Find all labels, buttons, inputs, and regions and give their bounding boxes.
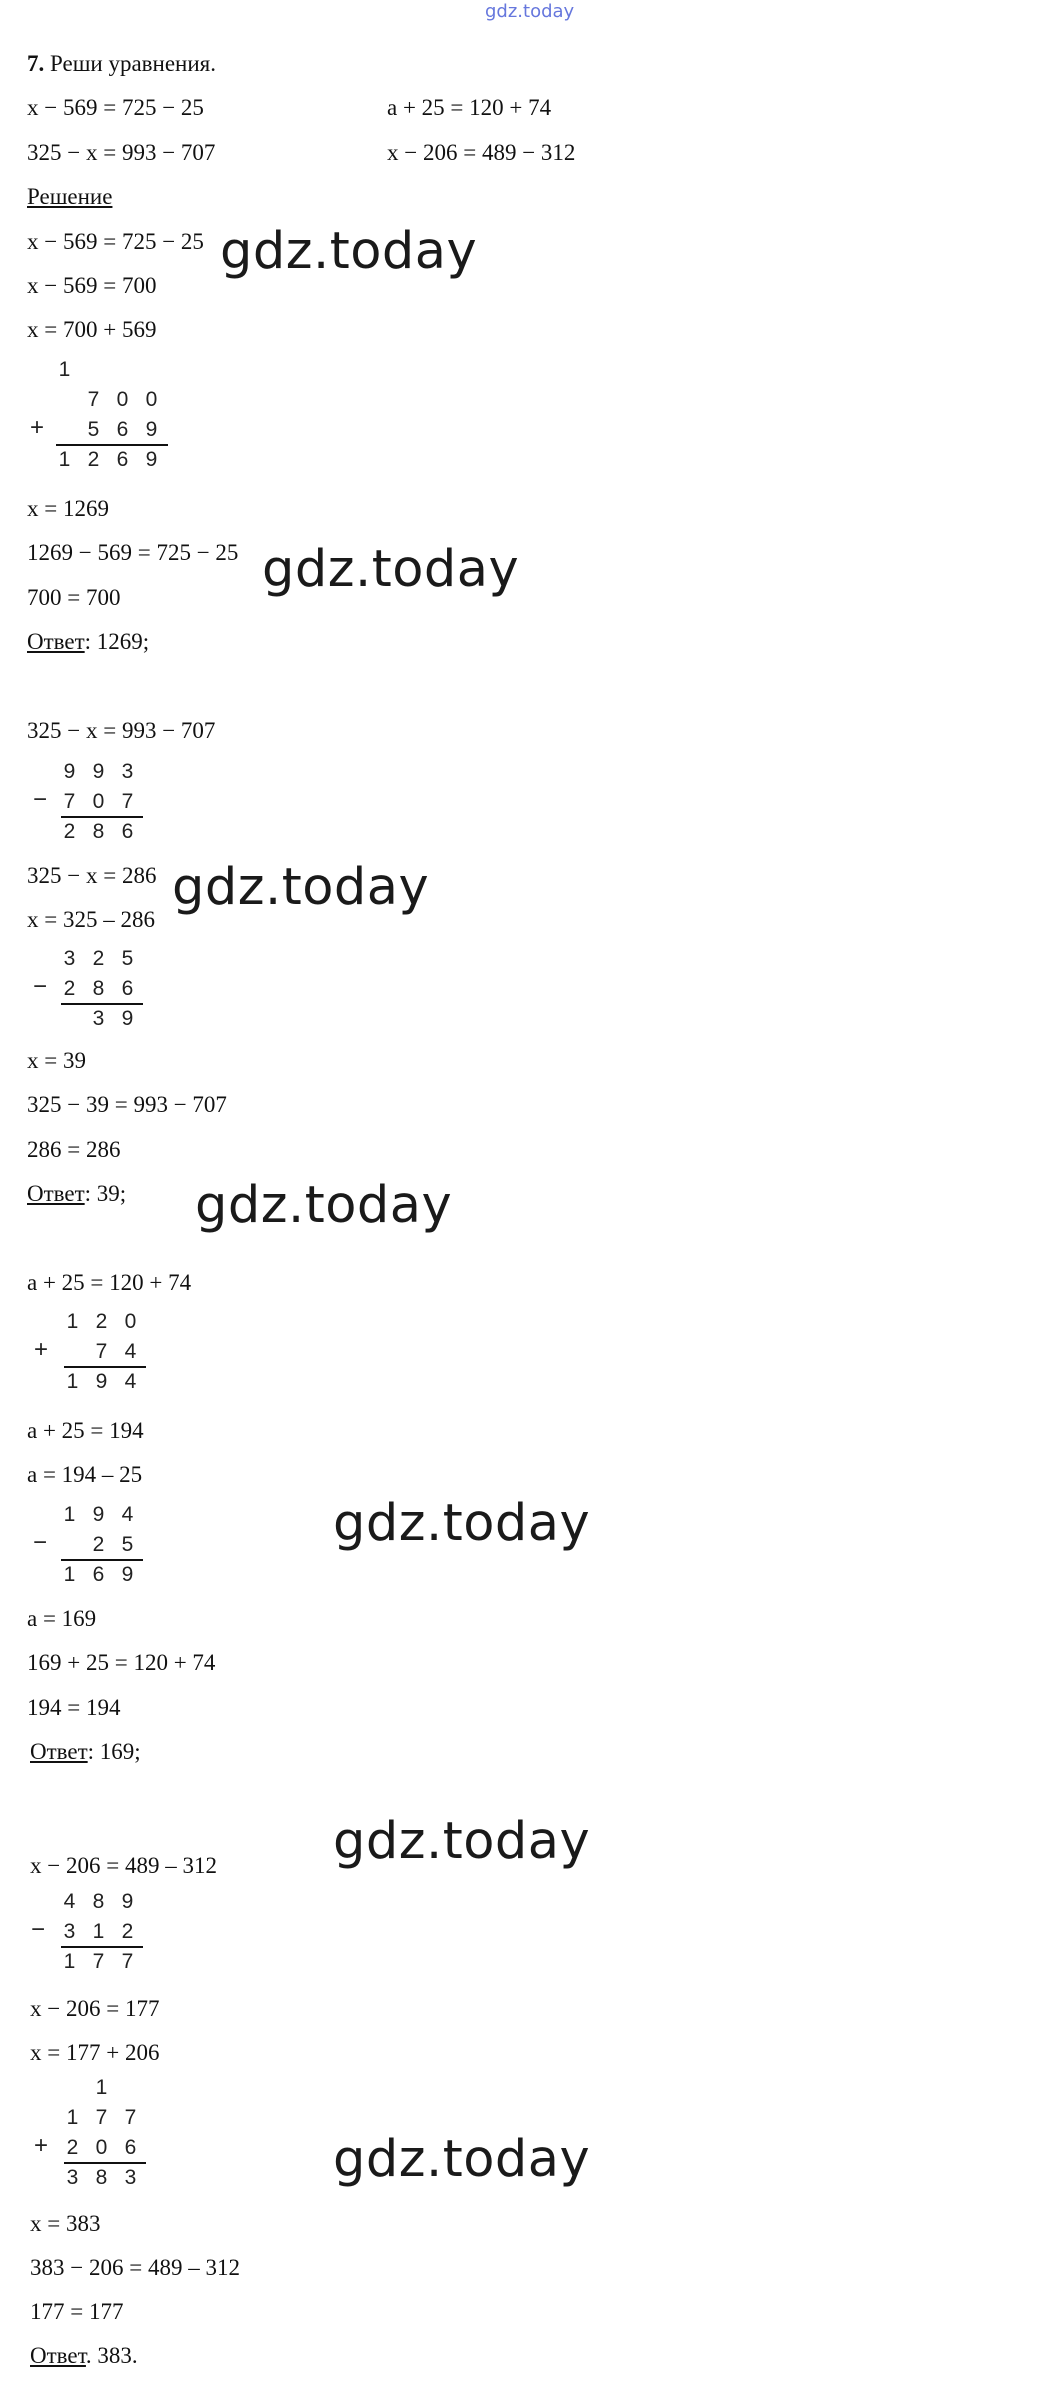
digit: 0	[92, 790, 105, 813]
digit: 2	[95, 1310, 108, 1333]
b4-line-2: x = 177 + 206	[30, 2040, 160, 2065]
b3-line-4: 169 + 25 = 120 + 74	[27, 1650, 216, 1675]
carry-digit: 1	[95, 2076, 108, 2099]
digit: 1	[66, 1370, 79, 1393]
b3-line-2: a = 194 – 25	[27, 1462, 143, 1487]
digit: 4	[124, 1370, 137, 1393]
digit: 6	[116, 418, 129, 441]
b1-line-6: 700 = 700	[27, 585, 121, 610]
digit: 3	[63, 947, 76, 970]
b1-line-3: x = 700 + 569	[27, 317, 157, 342]
digit: 2	[63, 977, 76, 1000]
b1-line-1: x − 569 = 725 − 25	[27, 229, 204, 254]
digit: 9	[121, 1890, 134, 1913]
digit: 6	[121, 977, 134, 1000]
digit: 9	[63, 760, 76, 783]
task-equation-1: x − 569 = 725 − 25	[27, 95, 204, 120]
watermark-2: gdz.today	[262, 540, 520, 599]
b1-answer	[27, 628, 149, 656]
b2-column-subtraction-2	[33, 944, 142, 1034]
plus-sign: +	[30, 414, 45, 441]
b4-line-4: 383 − 206 = 489 – 312	[30, 2255, 240, 2280]
b1-line-4: x = 1269	[27, 496, 109, 521]
watermark-6: gdz.today	[333, 1812, 591, 1871]
watermark-5: gdz.today	[333, 1494, 591, 1553]
digit	[55, 1530, 84, 1560]
task-equation-2: a + 25 = 120 + 74	[387, 95, 552, 120]
b4-line-5: 177 = 177	[30, 2299, 124, 2324]
digit: 7	[95, 2106, 108, 2129]
difference-line	[61, 1559, 143, 1561]
digit: 4	[121, 1503, 134, 1526]
digit: 0	[116, 388, 129, 411]
b3-line-0: a + 25 = 120 + 74	[27, 1270, 192, 1295]
sum-line	[64, 2162, 146, 2164]
b4-line-0: x − 206 = 489 – 312	[30, 1853, 217, 1878]
digit: 4	[124, 1340, 137, 1363]
b3-line-1: a + 25 = 194	[27, 1418, 144, 1443]
b4-line-1: x − 206 = 177	[30, 1996, 160, 2021]
answer-label: Ответ	[27, 629, 85, 654]
watermark-1: gdz.today	[220, 222, 478, 281]
difference-line	[61, 1003, 143, 1005]
plus-sign: +	[34, 2132, 49, 2159]
digit: 6	[92, 1563, 105, 1586]
task-number: 7.	[27, 51, 45, 76]
digit: 1	[92, 1920, 105, 1943]
digit: 3	[92, 1007, 105, 1030]
task-title: Реши уравнения.	[44, 51, 216, 76]
digit: 0	[95, 2136, 108, 2159]
digit: 3	[63, 1920, 76, 1943]
digit: 3	[66, 2166, 79, 2189]
digit: 8	[95, 2166, 108, 2189]
digit: 8	[92, 820, 105, 843]
digit: 1	[63, 1563, 76, 1586]
answer-label: Ответ	[30, 2343, 86, 2368]
digit: 7	[121, 790, 134, 813]
answer-value: : 39;	[84, 1181, 127, 1206]
digit: 2	[92, 1533, 105, 1556]
digit: 0	[124, 1310, 137, 1333]
solution-label: Решение	[27, 184, 113, 209]
b3-column-addition	[34, 1307, 145, 1397]
task-header	[27, 50, 216, 78]
task-equation-3: 325 − x = 993 − 707	[27, 140, 216, 165]
digit: 7	[124, 2106, 137, 2129]
digit	[50, 385, 79, 415]
b2-line-4: 325 − 39 = 993 − 707	[27, 1092, 227, 1117]
watermark-top: gdz.today	[485, 1, 575, 22]
b2-line-2: x = 325 – 286	[27, 907, 155, 932]
b4-line-3: x = 383	[30, 2211, 101, 2236]
b2-line-5: 286 = 286	[27, 1137, 121, 1162]
digit: 2	[63, 820, 76, 843]
watermark-7: gdz.today	[333, 2130, 591, 2189]
digit: 5	[121, 947, 134, 970]
b2-line-3: x = 39	[27, 1048, 86, 1073]
digit: 2	[87, 448, 100, 471]
digit: 7	[63, 790, 76, 813]
digit: 9	[121, 1563, 134, 1586]
b3-line-5: 194 = 194	[27, 1695, 121, 1720]
digit: 1	[63, 1950, 76, 1973]
sum-line	[56, 444, 168, 446]
answer-value: : 1269;	[84, 629, 150, 654]
b3-column-subtraction	[33, 1500, 142, 1590]
digit: 2	[92, 947, 105, 970]
digit: 7	[87, 388, 100, 411]
digit: 7	[95, 1340, 108, 1363]
b4-answer	[30, 2342, 138, 2370]
plus-sign: +	[34, 1336, 49, 1363]
digit: 3	[121, 760, 134, 783]
digit: 1	[58, 448, 71, 471]
digit: 3	[124, 2166, 137, 2189]
digit: 6	[124, 2136, 137, 2159]
minus-sign: −	[31, 1916, 46, 1943]
digit: 6	[121, 820, 134, 843]
digit: 8	[92, 977, 105, 1000]
b2-column-subtraction-1	[33, 757, 142, 847]
task-equation-4: x − 206 = 489 − 312	[387, 140, 576, 165]
answer-label: Ответ	[27, 1181, 85, 1206]
minus-sign: −	[33, 1529, 48, 1556]
answer-value: : 169;	[87, 1739, 141, 1764]
digit: 9	[95, 1370, 108, 1393]
digit: 7	[92, 1950, 105, 1973]
b2-line-0: 325 − x = 993 − 707	[27, 718, 216, 743]
digit: 2	[121, 1920, 134, 1943]
b1-line-5: 1269 − 569 = 725 − 25	[27, 540, 239, 565]
digit: 8	[92, 1890, 105, 1913]
digit: 1	[66, 1310, 79, 1333]
b1-line-2: x − 569 = 700	[27, 273, 157, 298]
digit: 9	[145, 418, 158, 441]
b4-column-addition	[34, 2073, 145, 2193]
digit: 7	[121, 1950, 134, 1973]
digit: 0	[145, 388, 158, 411]
watermark-3: gdz.today	[172, 858, 430, 917]
digit: 9	[145, 448, 158, 471]
difference-line	[61, 816, 143, 818]
difference-line	[61, 1946, 143, 1948]
digit	[55, 1004, 84, 1034]
digit	[50, 415, 79, 445]
answer-value: . 383.	[85, 2343, 138, 2368]
digit: 1	[66, 2106, 79, 2129]
minus-sign: −	[33, 973, 48, 1000]
digit: 2	[66, 2136, 79, 2159]
digit: 5	[87, 418, 100, 441]
answer-label: Ответ	[30, 1739, 88, 1764]
digit: 9	[92, 1503, 105, 1526]
digit: 9	[92, 760, 105, 783]
watermark-4: gdz.today	[195, 1176, 453, 1235]
digit	[58, 1337, 87, 1367]
b3-answer	[30, 1738, 141, 1766]
digit: 1	[63, 1503, 76, 1526]
b2-answer	[27, 1180, 126, 1208]
digit: 4	[63, 1890, 76, 1913]
digit: 5	[121, 1533, 134, 1556]
digit: 9	[121, 1007, 134, 1030]
sum-line	[64, 1366, 146, 1368]
b3-line-3: a = 169	[27, 1606, 97, 1631]
b4-column-subtraction	[31, 1887, 142, 1977]
b1-column-addition	[30, 355, 166, 475]
b2-line-1: 325 − x = 286	[27, 863, 157, 888]
minus-sign: −	[33, 786, 48, 813]
digit: 6	[116, 448, 129, 471]
carry-digit: 1	[58, 358, 71, 381]
